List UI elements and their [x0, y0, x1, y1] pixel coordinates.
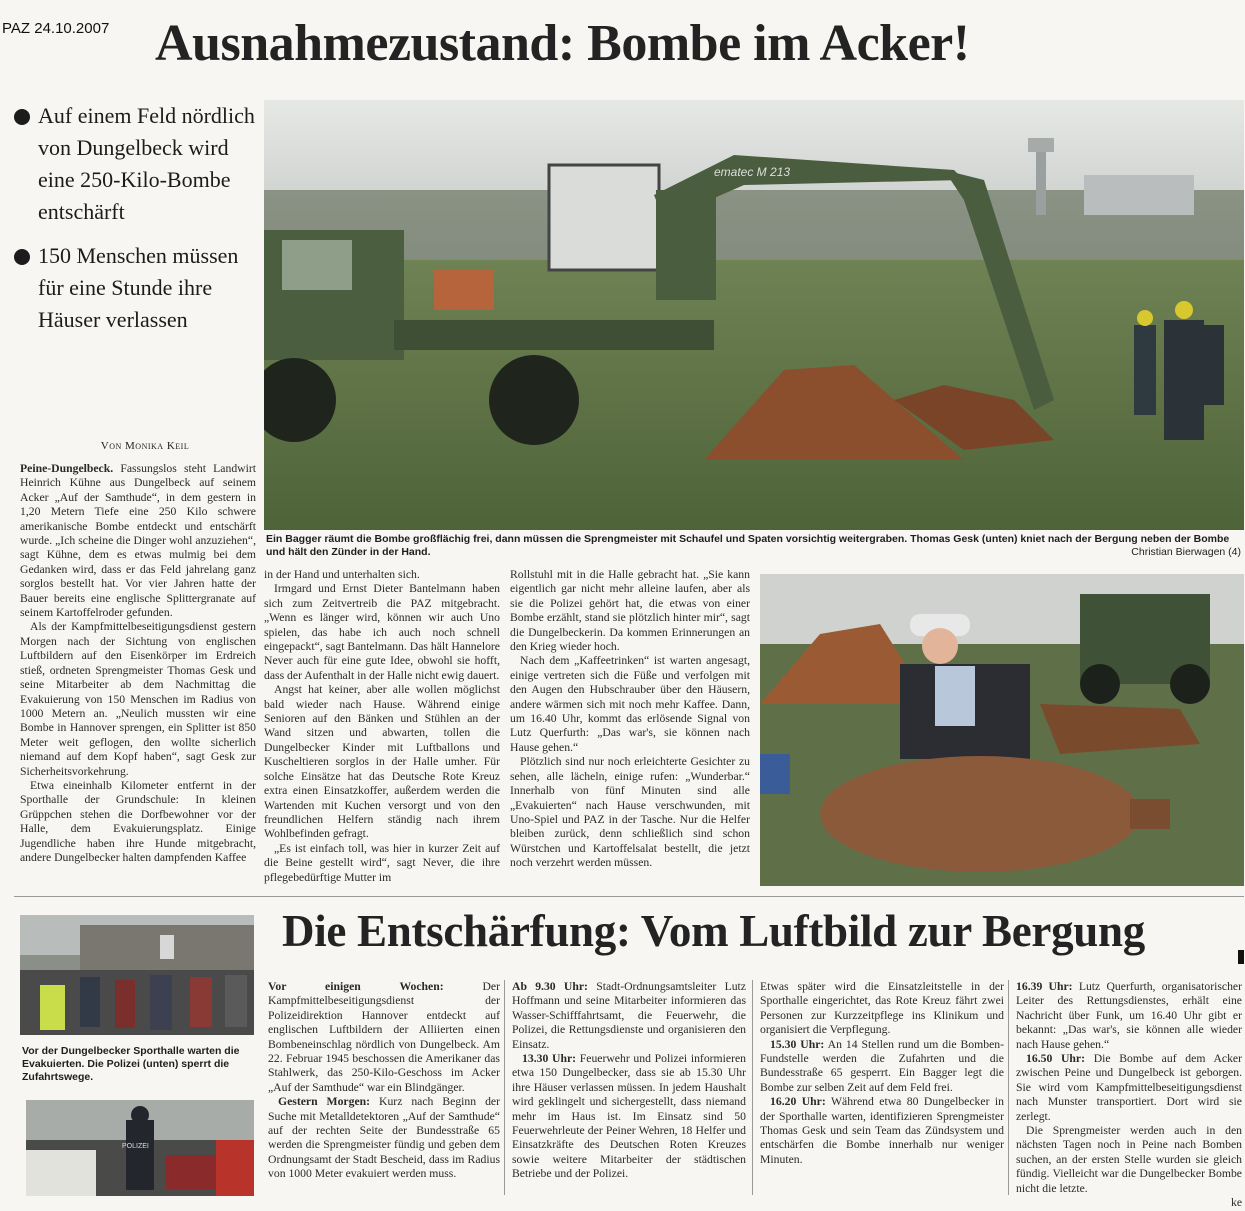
excavator-photo-illustration [264, 100, 1244, 530]
police-photo-illustration [26, 1100, 254, 1196]
article-column-3 [510, 568, 750, 871]
timeline-lead: Ab 9.30 Uhr: [512, 980, 588, 993]
crowd-photo-illustration [20, 915, 254, 1035]
timeline-lead: 16.20 Uhr: [770, 1095, 826, 1109]
bomb-photo-illustration [760, 574, 1244, 886]
timeline-column-4 [1016, 980, 1242, 1211]
column-rule [752, 980, 753, 1195]
paragraph: Kurz nach Beginn der Suche mit Metalldetektoren „Auf der Samthude“ auf der rechten Seite der Bundesstraße 65 werden die Sprengmeister fündig und geben dem Ordnungsamt der Stadt Bescheid, dass im Radius von 1000 Meter evakuiert werden muss. [268, 1095, 500, 1181]
paragraph: Angst hat keiner, aber alle wollen möglichst bald wieder nach Hause. Während einige Senioren auf den Bänken und Stühlen an der Wand sitzen und abwarten, tollen die Dungelbecker Kinder mit Luftballons und Kuscheltieren sorglos in der Halle umher. Für solche Einsätze hat das Deutsche Rote Kreuz extra einen Einsatzkoffer, außerdem werden die Wartenden mit Kuchen versorgt und von den freundlichen Helfern ständig nach ihrem Wohlbefinden gefragt. [264, 683, 500, 841]
paragraph: Während etwa 80 Dungelbecker in der Sporthalle warten, identifizieren Sprengmeister Thomas Gesk und sein Team das Zündsystem und entschärfen die Bombe innerhalb nur weniger Minuten. [760, 1095, 1004, 1166]
main-photo-caption: Ein Bagger räumt die Bombe großflächig frei, dann müssen die Sprengmeister mit Schaufel und Spaten vorsichtig weitergraben. Thomas Gesk (unten) kniet nach der Bergung neben der Bombe und hält den Zünder in der Hand. [266, 533, 1230, 558]
paragraph: Der Kampfmittelbeseitigungsdienst der Polizeidirektion Hannover entdeckt auf englischen Luftbildern der Alliierten einen Bombeneinschlag nördlich von Dungelbeck. Am 22. Februar 1945 beschossen die Amerikaner das Stahlwerk, das 250-Kilo-Geschoss im Acker „Auf der Samthude“ war ein Blindgänger. [268, 980, 500, 1094]
sporthalle-photo [20, 915, 254, 1035]
article-column-2 [264, 568, 500, 885]
timeline-column-1 [268, 980, 500, 1182]
section-headline: Die Entschärfung: Vom Luftbild zur Bergung [282, 906, 1145, 956]
photo-credit: Christian Bierwagen (4) [1131, 546, 1241, 558]
bomb-photo [760, 574, 1244, 886]
bullet-dot-icon [14, 109, 30, 125]
bullet-text: Auf einem Feld nördlich von Dungelbeck wird eine 250-Kilo-Bombe entschärft [38, 103, 255, 224]
paragraph: Lutz Querfurth, organisatorischer Leiter des Rettungsdienstes, erhält eine Nachricht über Funk, um 16.40 Uhr gibt er bekannt: „Das war's, sie können alle wieder nach Hause gehen.“ [1016, 980, 1242, 1051]
paragraph: Nach dem „Kaffeetrinken“ ist warten angesagt, einige vertreten sich die Füße und verfolgen mit den Augen den Hubschrauber über den Häusern, andere wärmen sich mit noch mehr Kaffee. Dann, um 16.40 Uhr, kommt das erlösende Signal von Lutz Querfurth: „Das war's, sie können nach Hause gehen.“ [510, 654, 750, 754]
timeline-lead: Gestern Morgen: [278, 1095, 371, 1109]
paragraph: Die Bombe auf dem Acker zwischen Peine und Dungelbeck ist geborgen. Sie wird vom Kampfmittelbeseitigungsdienst nach Munster transportiert. Dort wird sie zerlegt. [1016, 1052, 1242, 1123]
bullet-dot-icon [14, 249, 30, 265]
paragraph: Etwas später wird die Einsatzleitstelle in der Sporthalle eingerichtet, das Rote Kreuz fährt zwei Personen zur Kurzzeitpflege ins Klinikum und organisiert die Verpflegung. [760, 980, 1004, 1037]
bullet-item [14, 100, 259, 228]
section-divider [14, 896, 1244, 897]
paragraph: Fassungslos steht Landwirt Heinrich Kühne aus Dungelbeck auf seinem Acker „Auf der Samthude“, in dem gestern in 1,20 Metern Tiefe eine 250 Kilo schwere amerikanische Bombe entdeckt und entschärft wurde. „Ich scheine die Dinger wohl anzuziehen“, sagt Kühne, dem es etwas mulmig bei dem Gedanken wird, dass er das Feld jahrelang ganz sorglos bestellt hat. Vor vier Jahren hatte der Bauer bereits eine englische Splittergranate auf seinem Kartoffelroder gefunden. [20, 462, 257, 620]
paragraph: in der Hand und unterhalten sich. [264, 568, 420, 581]
police-photo [26, 1100, 254, 1196]
publication-date: PAZ 24.10.2007 [2, 20, 110, 37]
dateline: Peine-Dungelbeck. [20, 462, 114, 475]
headline: Ausnahmezustand: Bombe im Acker! [155, 15, 970, 72]
timeline-column-2 [512, 980, 746, 1182]
paragraph: Als der Kampfmittelbeseitigungsdienst gestern Morgen nach der Sichtung von englischen Luftbildern auf den Eisenkörper im Erdreich stieß, ordneten Sprengmeister Thomas Gesk und seine Mitarbeiter ab dem Nachmittag die Evakuierung von 150 Menschen im Radius von 1000 Metern an. „Neulich mussten wir eine Bombe in Hannover sprengen, ein Splitter ist 850 Meter weit geflogen, den wollte sicherlich niemand auf dem Kopf haben“, sagt Gesk zur Sicherheitsvorkehrung. [20, 620, 256, 778]
timeline-column-3 [760, 980, 1004, 1167]
byline: Von Monika Keil [100, 440, 190, 452]
timeline-lead: 15.30 Uhr: [770, 1037, 825, 1051]
paragraph: Stadt-Ordnungsamtsleiter Lutz Hoffmann und seine Mitarbeiter informieren das Wasser-Schifffahrtsamt, die Feuerwehr, die Polizei, die Rettungsdienste und organisieren den Einsatz. [512, 980, 746, 1051]
timeline-lead: 16.39 Uhr: [1016, 980, 1073, 993]
main-photo [264, 100, 1244, 530]
subheading-bullets [14, 100, 259, 348]
paragraph: An 14 Stellen rund um die Bomben-Fundstelle werden die Zufahrten und die Bundesstraße 65 gesperrt. Ein Bagger legt die Bombe zur selben Zeit auf dem Feld frei. [760, 1037, 1004, 1094]
column-rule [1008, 980, 1009, 1195]
paragraph: Etwa eineinhalb Kilometer entfernt in der Sporthalle der Grundschule: In kleinen Grüppchen stehen die Dorfbewohner vor der Halle, dem Evakuierungsplatz. Einige Jugendliche haben ihre Hunde mitgebracht, andere Dungelbecker halten dampfenden Kaffee [20, 778, 256, 864]
timeline-lead: 16.50 Uhr: [1026, 1052, 1085, 1066]
paragraph: Die Sprengmeister werden auch in den nächsten Tagen noch in Peine nach Bomben suchen, an der ersten Stelle wurden sie gleich fündig. Vielleicht war die Dungelbecker Bombe nicht die letzte. [1016, 1124, 1242, 1195]
paragraph: Rollstuhl mit in die Halle gebracht hat. „Sie kann eigentlich gar nicht mehr alleine laufen, aber als sie die Polizei gehört hat, die etwas von einer Bombe erzählt, stand sie plötzlich hinter mir“, sagt die Dungelbeckerin. Da kommen Erinnerungen an den Krieg wieder hoch. [510, 568, 750, 654]
article-column-1 [20, 462, 256, 865]
sporthalle-photo-caption: Vor der Dungelbecker Sporthalle warten die Evakuierten. Die Polizei (unten) sperrt die Zufahrtswege. [22, 1045, 240, 1083]
bullet-item [14, 240, 259, 336]
excavator-label: ematec M 213 [714, 165, 791, 179]
column-marker [1238, 950, 1244, 964]
timeline-lead: Vor einigen Wochen: [268, 980, 444, 993]
bullet-text: 150 Menschen müssen für eine Stunde ihre Häuser verlassen [38, 243, 239, 332]
police-label: POLIZEI [122, 1143, 149, 1150]
timeline-lead: 13.30 Uhr: [522, 1052, 577, 1066]
paragraph: „Es ist einfach toll, was hier in kurzer Zeit auf die Beine gestellt wird“, sagt Never, die ihre pflegebedürftige Mutter im [264, 841, 500, 884]
paragraph: Plötzlich sind nur noch erleichterte Gesichter zu sehen, alle lächeln, einige rufen: „Wunderbar.“ Innerhalb von fünf Minuten sind alle „Evakuierten“ nach Hause verschwunden, mit Uno-Spiel und PAZ in der Tasche. Nur die Helfer bleiben zurück, denn schließlich sind schon Würstchen und Kartoffelsalat bestellt, die jetzt noch verzehrt werden müssen. [510, 755, 750, 870]
author-initials: ke [1230, 1196, 1242, 1210]
paragraph: Feuerwehr und Polizei informieren etwa 150 Dungelbecker, dass sie ab 15.30 Uhr ihre Häuser verlassen müssen. In jedem Haushalt wird geklingelt und sichergestellt, dass niemand mehr im Haus ist. Im Einsatz sind 50 Feuerwehrleute der Peiner Wehren, 18 Helfer und Einsatzkräfte des Deutschen Roten Kreuzes sowie weitere Mitarbeiter der städtischen Betriebe und der Polizei. [512, 1052, 747, 1181]
column-rule [504, 980, 505, 1195]
paragraph: Irmgard und Ernst Dieter Bantelmann haben sich zum Zeitvertreib die PAZ mitgebracht. „Wenn es länger wird, können wir auch Uno spielen, das habe ich auch noch schnell eingepackt“, sagt Bantelmann. Das hält Hannelore Never auch für eine gute Idee, obwohl sie hofft, dass der Aufenthalt in der Halle nicht ewig dauert. [264, 582, 500, 682]
